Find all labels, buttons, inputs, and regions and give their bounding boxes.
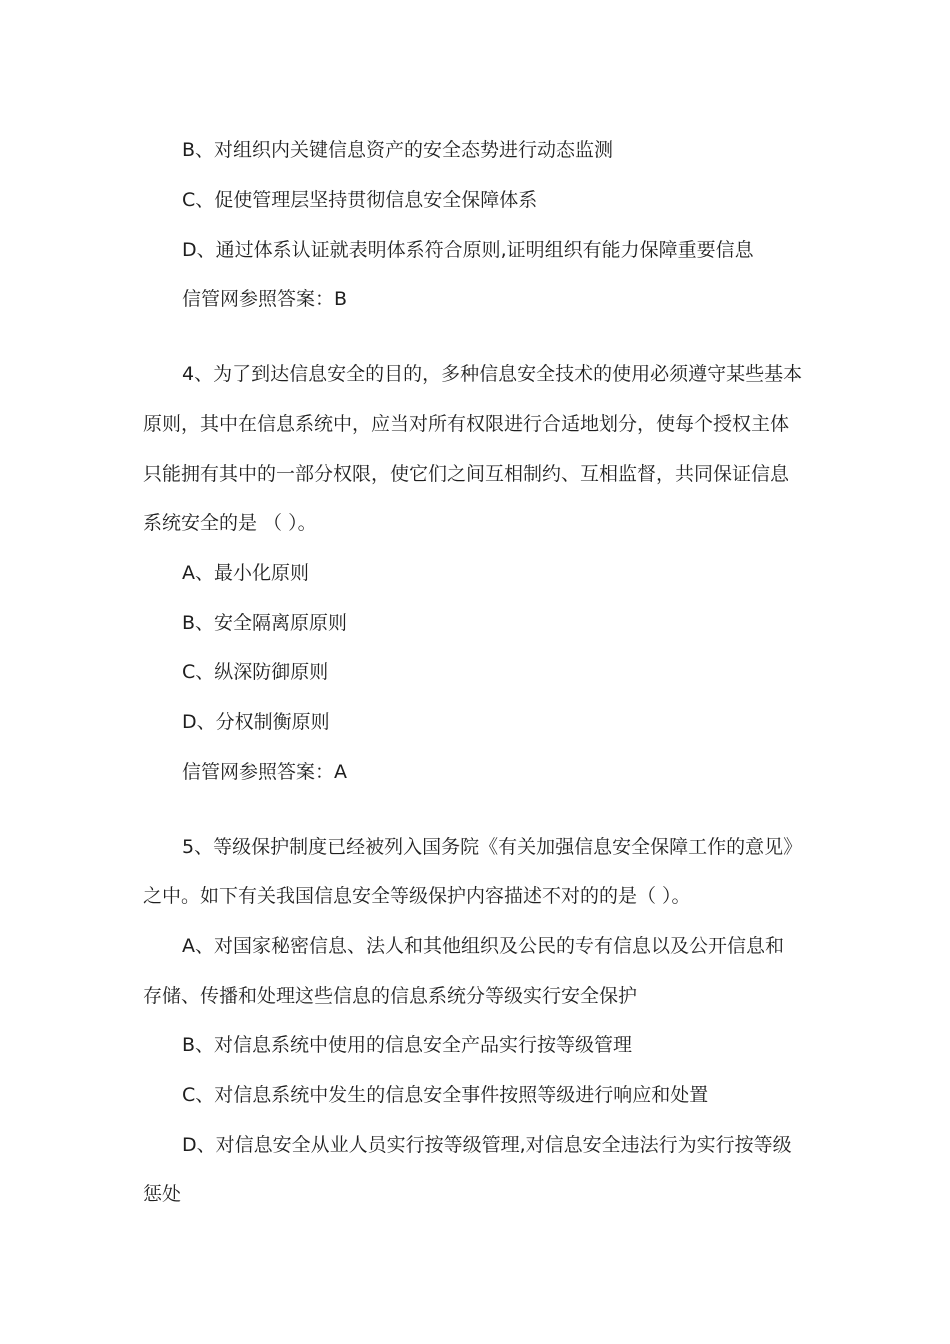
q4-option-a: A、最小化原则 <box>182 562 309 584</box>
q4-option-c: C、纵深防御原则 <box>182 661 329 683</box>
q3-option-d: D、通过体系认证就表明体系符合原则,证明组织有能力保障重要信息 <box>182 239 754 261</box>
q5-option-d-line: D、对信息安全从业人员实行按等级管理,对信息安全违法行为实行按等级 <box>182 1134 792 1156</box>
q5-option-d-line: 惩处 <box>143 1183 182 1205</box>
q5-stem-line: 之中。如下有关我国信息安全等级保护内容描述不对的的是（ ）。 <box>143 885 691 907</box>
q5-option-a-line: 存储、传播和处理这些信息的信息系统分等级实行安全保护 <box>143 985 638 1007</box>
q4-stem-line: 只能拥有其中的一部分权限，使它们之间互相制约、互相监督，共同保证信息 <box>143 463 790 485</box>
q3-answer: 信管网参照答案：B <box>182 288 348 310</box>
q5-option-c: C、对信息系统中发生的信息安全事件按照等级进行响应和处置 <box>182 1084 709 1106</box>
q4-stem-line: 原则，其中在信息系统中，应当对所有权限进行合适地划分，使每个授权主体 <box>143 413 790 435</box>
q4-stem-line: 系统安全的是 （ ）。 <box>143 512 317 534</box>
q4-option-d: D、分权制衡原则 <box>182 711 330 733</box>
q5-option-b: B、对信息系统中使用的信息安全产品实行按等级管理 <box>182 1034 633 1056</box>
q5-option-a-line: A、对国家秘密信息、法人和其他组织及公民的专有信息以及公开信息和 <box>182 935 784 957</box>
q4-option-b: B、安全隔离原原则 <box>182 612 348 634</box>
q4-stem-line: 4、为了到达信息安全的目的，多种信息安全技术的使用必须遵守某些基本 <box>182 363 803 385</box>
q4-answer: 信管网参照答案：A <box>182 761 347 783</box>
q5-stem-line: 5、等级保护制度已经被列入国务院《有关加强信息安全保障工作的意见》 <box>182 836 803 858</box>
q3-option-c: C、促使管理层坚持贯彻信息安全保障体系 <box>182 189 538 211</box>
q3-option-b: B、对组织内关键信息资产的安全态势进行动态监测 <box>182 139 614 161</box>
